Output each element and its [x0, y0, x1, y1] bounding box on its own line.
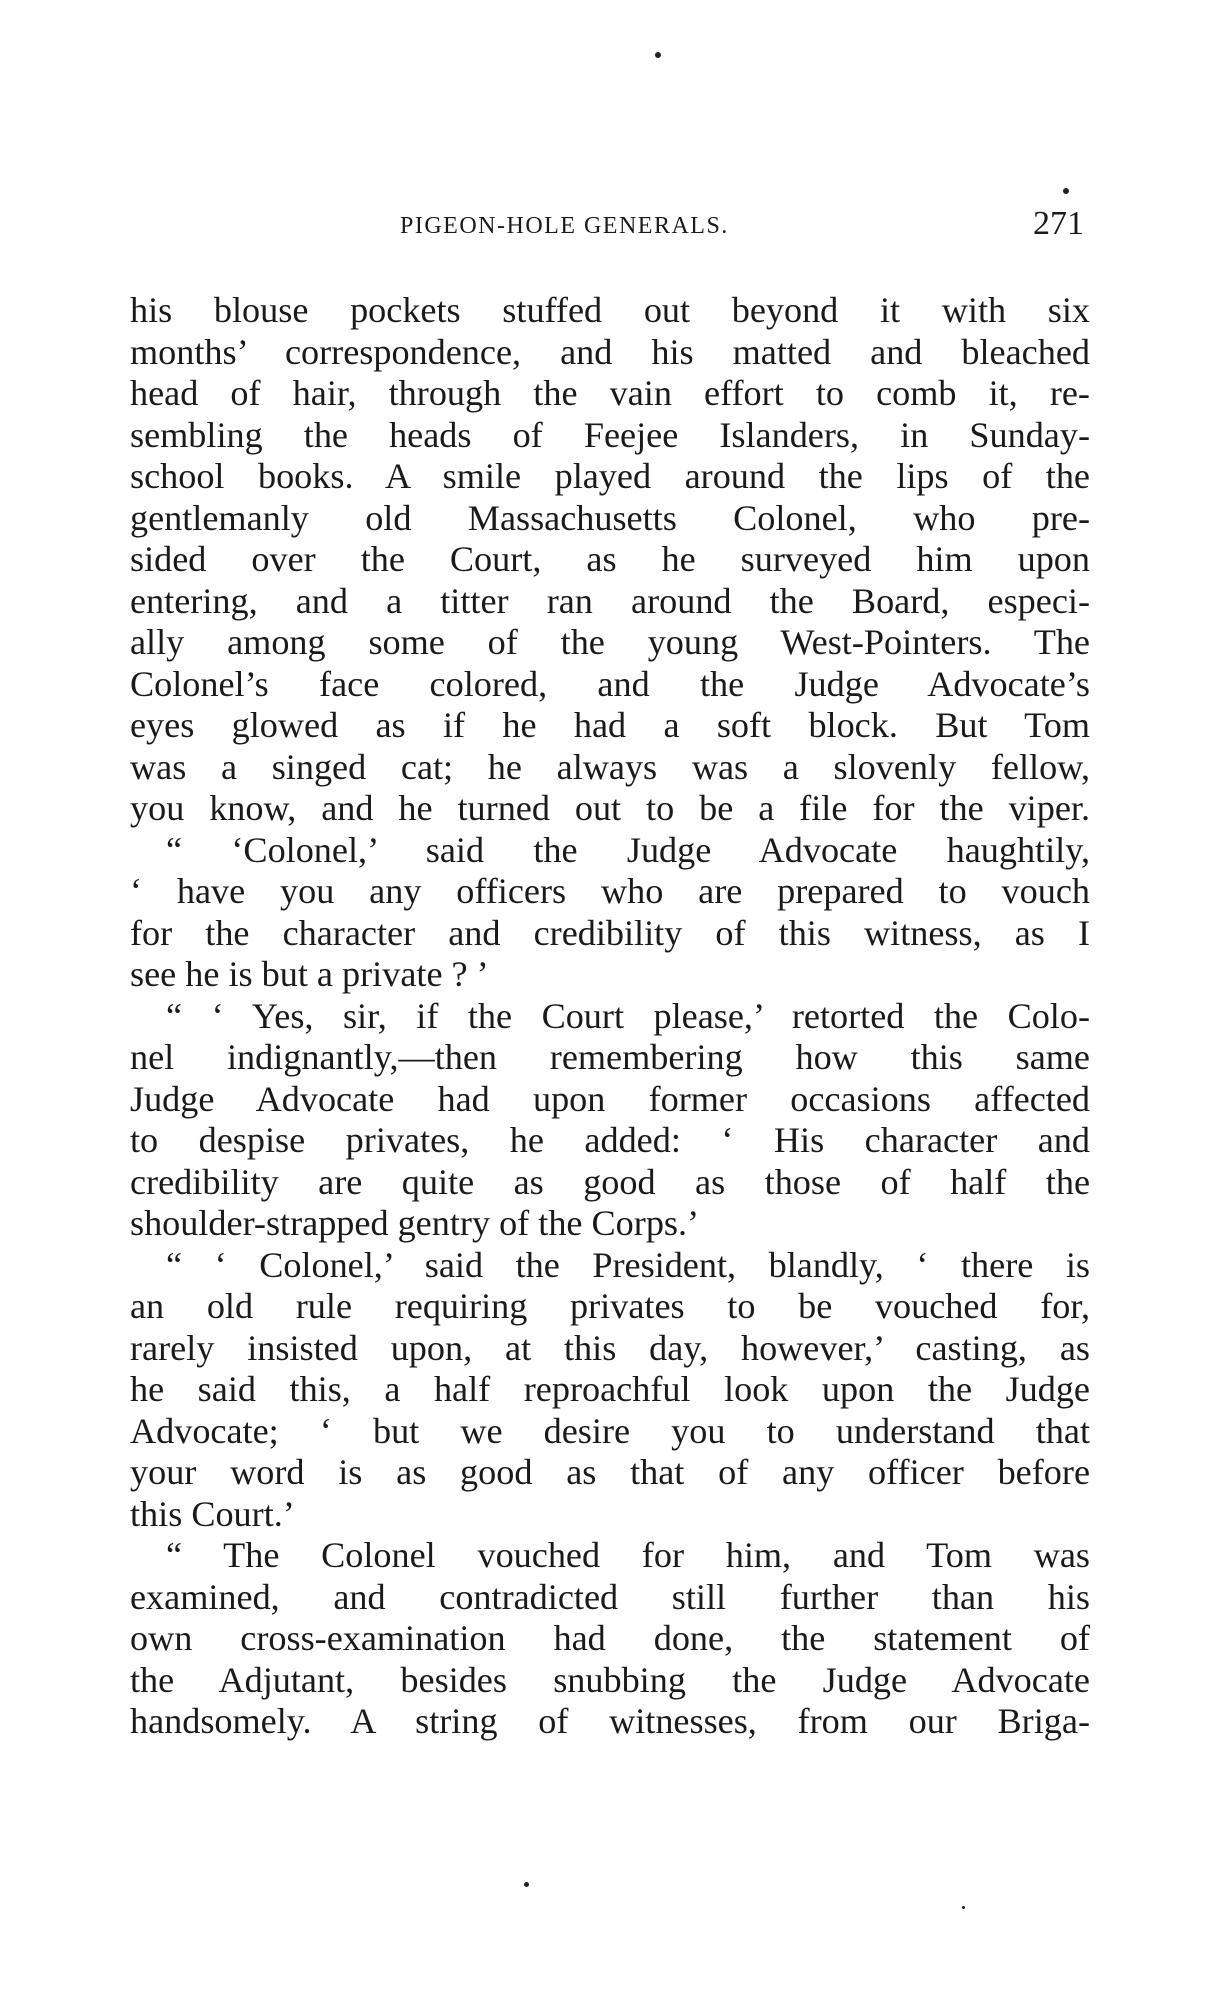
text-line: see he is but a private ? ’ [130, 954, 489, 994]
text-line: rarely insisted upon, at this day, however,’ casting, as [130, 1327, 1090, 1368]
running-title: PIGEON-HOLE GENERALS. [400, 213, 729, 239]
page-header [130, 205, 1090, 255]
text-line: head of hair, through the vain effort to comb it, re- [130, 373, 1090, 413]
text-line: to despise privates, he added: ‘ His character and [130, 1120, 1090, 1160]
text-line: examined, and contradicted still further than his [130, 1576, 1090, 1617]
body-text [130, 290, 1090, 1743]
text-line: he said this, a half reproachful look upon the Judge [130, 1369, 1090, 1409]
speck-bottom [524, 1882, 529, 1887]
text-line: Advocate; ‘ but we desire you to understand that [130, 1410, 1090, 1451]
text-line: “ The Colonel vouched for him, and Tom was [166, 1535, 1090, 1575]
text-line: Judge Advocate had upon former occasions affected [130, 1078, 1090, 1119]
text-line: months’ correspondence, and his matted and bleached [130, 331, 1090, 372]
text-line: sided over the Court, as he surveyed him upon [130, 539, 1090, 579]
text-line: gentlemanly old Massachusetts Colonel, who pre- [130, 497, 1090, 538]
text-line: your word is as good as that of any officer before [130, 1452, 1090, 1492]
text-line: own cross-examination had done, the statement of [130, 1618, 1090, 1658]
text-line: for the character and credibility of this witness, as I [130, 912, 1090, 953]
text-line: his blouse pockets stuffed out beyond it with six [130, 290, 1090, 330]
text-line: handsomely. A string of witnesses, from our Briga- [130, 1701, 1090, 1741]
text-line: ally among some of the young West-Pointers. The [130, 622, 1090, 662]
text-line: “ ‘Colonel,’ said the Judge Advocate haughtily, [166, 829, 1090, 870]
text-line: school books. A smile played around the lips of the [130, 456, 1090, 496]
text-line: was a singed cat; he always was a slovenly fellow, [130, 746, 1090, 787]
text-line: Colonel’s face colored, and the Judge Advocate’s [130, 663, 1090, 704]
text-line: credibility are quite as good as those of half the [130, 1161, 1090, 1202]
text-line: eyes glowed as if he had a soft block. But Tom [130, 705, 1090, 745]
text-line: an old rule requiring privates to be vouched for, [130, 1286, 1090, 1326]
text-line: “ ‘ Yes, sir, if the Court please,’ retorted the Colo- [166, 995, 1090, 1036]
page-number: 271 [1033, 205, 1084, 242]
speck-header [1063, 188, 1069, 194]
text-line: ‘ have you any officers who are prepared to vouch [130, 871, 1090, 911]
speck-bottom-right [962, 1906, 965, 1909]
text-line: nel indignantly,—then remembering how this same [130, 1037, 1090, 1077]
text-line: this Court.’ [130, 1493, 295, 1534]
text-line: the Adjutant, besides snubbing the Judge Advocate [130, 1659, 1090, 1700]
text-line: sembling the heads of Feejee Islanders, in Sunday- [130, 414, 1090, 455]
text-line: entering, and a titter ran around the Board, especi- [130, 580, 1090, 621]
speck-top [655, 52, 661, 58]
text-line: you know, and he turned out to be a file for the viper. [130, 788, 1090, 828]
text-line: shoulder-strapped gentry of the Corps.’ [130, 1203, 700, 1243]
text-line: “ ‘ Colonel,’ said the President, blandly, ‘ there is [166, 1244, 1090, 1285]
